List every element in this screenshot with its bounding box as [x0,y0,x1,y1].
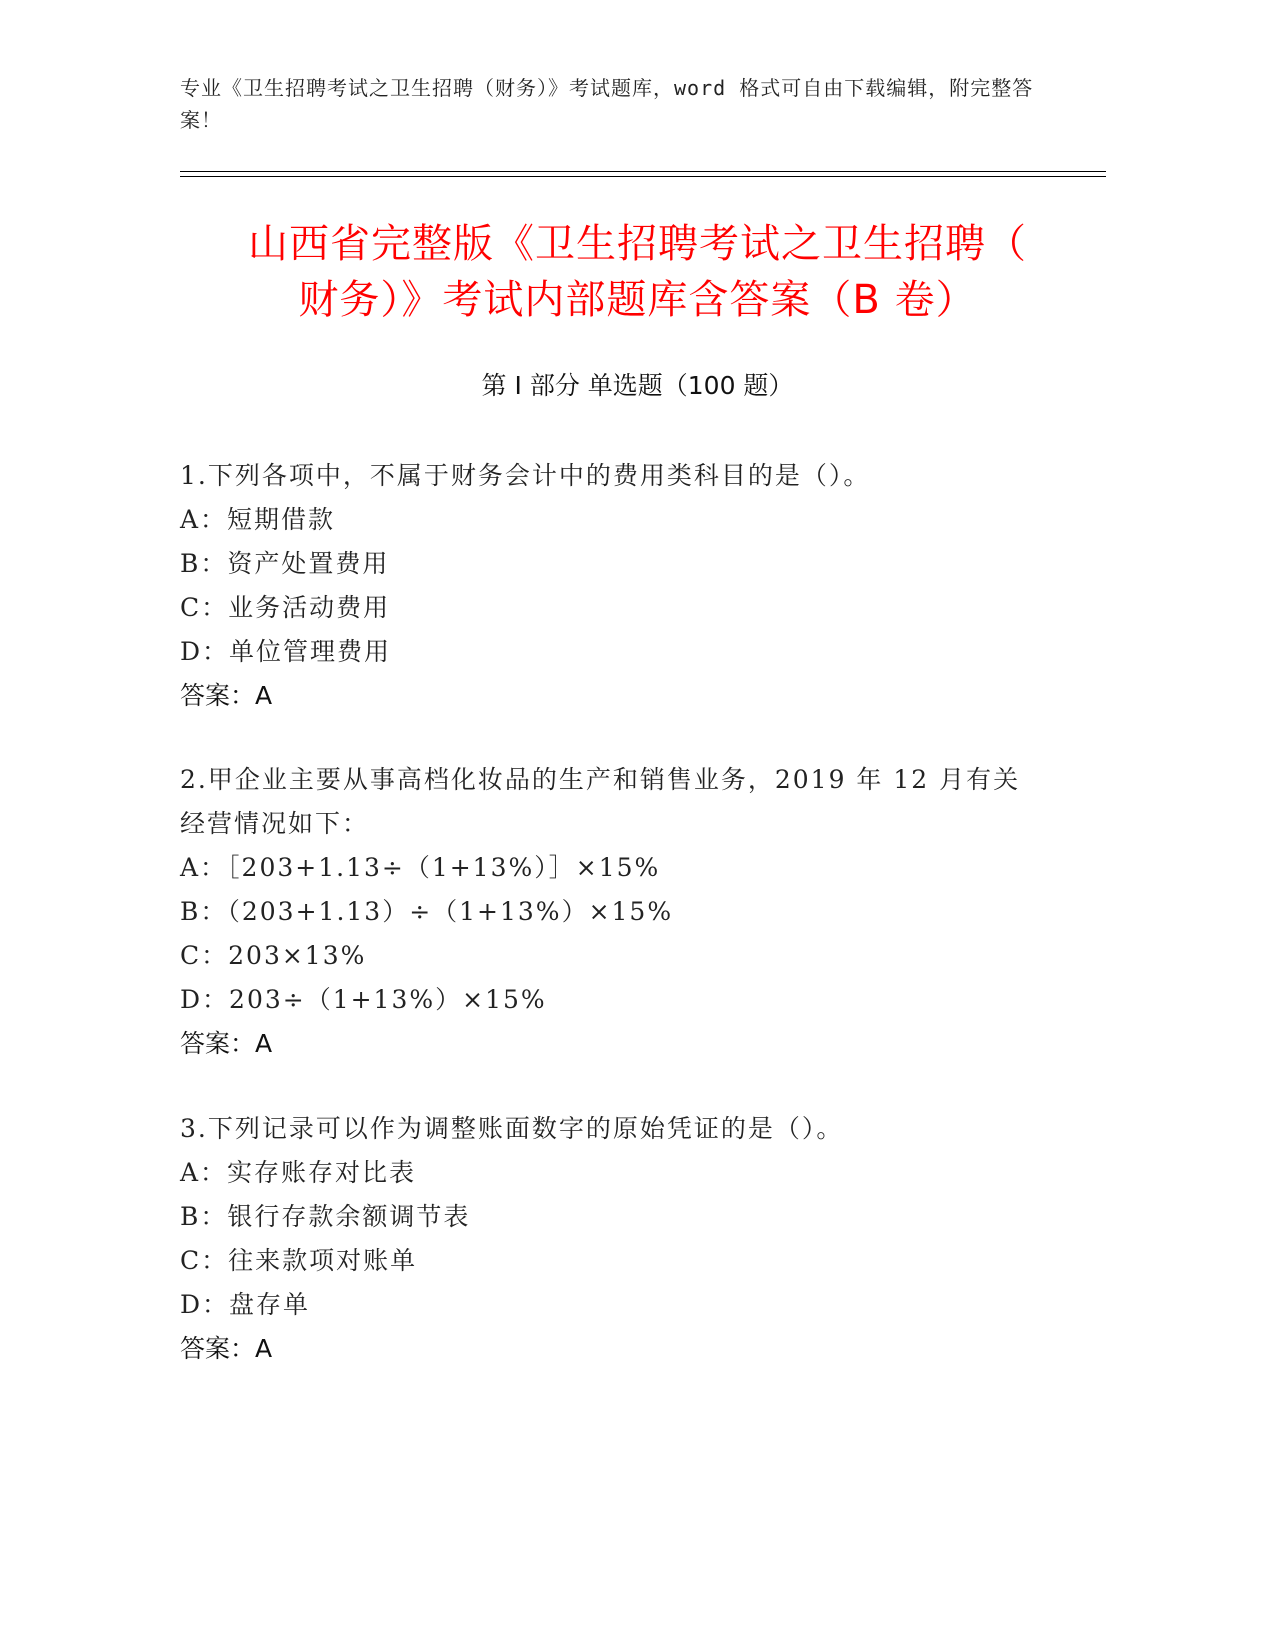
question-stem: 2.甲企业主要从事高档化妆品的生产和销售业务，2019 年 12 月有关经营情况如下： [180,765,1021,838]
section-heading: 第 I 部分 单选题（100 题） [481,371,794,400]
header-note: 专业《卫生招聘考试之卫生招聘（财务）》考试题库，word 格式可自由下载编辑，附完整答案！ [180,76,1034,132]
document-title-line-2: 财务）》考试内部题库含答案（B 卷） [298,277,977,323]
question-2 [180,758,1040,1066]
answer: 答案：A [180,1334,273,1363]
option-c: C：往来款项对账单 [180,1246,418,1275]
question-stem: 1.下列各项中，不属于财务会计中的费用类科目的是（）。 [180,461,871,490]
question-3 [180,1107,1060,1371]
option-c: C：203×13% [180,941,367,970]
option-b: B：（203+1.13）÷（1+13%）×15% [180,897,674,926]
option-b: B：银行存款余额调节表 [180,1202,471,1231]
option-a: A：［203+1.13÷（1+13%）］×15% [180,853,661,882]
option-a: A：实存账存对比表 [180,1158,417,1187]
option-d: D：单位管理费用 [180,637,392,666]
question-stem: 3.下列记录可以作为调整账面数字的原始凭证的是（）。 [180,1114,844,1143]
answer: 答案：A [180,1029,273,1058]
header-divider-top [180,171,1106,172]
option-b: B：资产处置费用 [180,549,390,578]
document-title [120,216,1155,328]
option-a: A：短期借款 [180,505,336,534]
answer: 答案：A [180,681,273,710]
option-c: C：业务活动费用 [180,593,391,622]
document-title-line-1: 山西省完整版《卫生招聘考试之卫生招聘（ [248,221,1027,267]
header-divider-bottom [180,176,1106,177]
option-d: D：203÷（1+13%）×15% [180,985,547,1014]
question-1 [180,454,1060,718]
option-d: D：盘存单 [180,1290,311,1319]
